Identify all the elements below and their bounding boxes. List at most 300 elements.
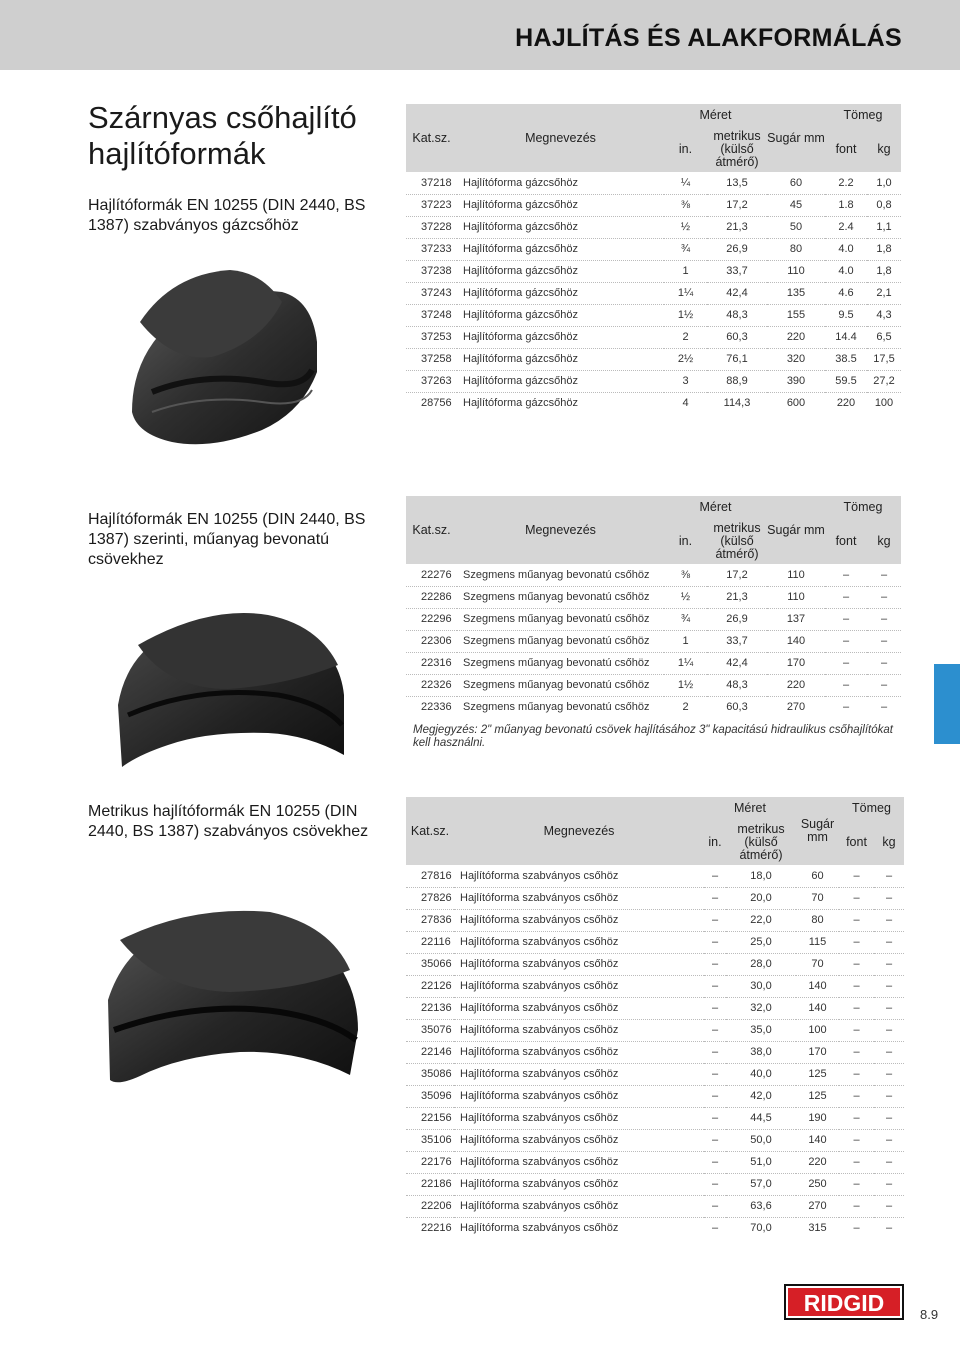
table-row: [406, 953, 904, 975]
col-meret: Méret: [664, 104, 767, 126]
col-in: in.: [664, 126, 707, 172]
table-cell: 37218: [406, 172, 457, 194]
table-cell: 20,0: [726, 887, 796, 909]
table-cell: 22136: [406, 997, 454, 1019]
table-cell: 48,3: [707, 674, 767, 696]
table-cell: 137: [767, 608, 825, 630]
bending-shoe-photo-3: [100, 900, 362, 1090]
table-cell: 270: [786, 701, 806, 714]
table-row: [406, 1107, 904, 1129]
table-cell: 250: [796, 1173, 839, 1195]
table-cell: Szegmens műanyag bevonatú csőhöz: [457, 652, 664, 674]
table-row: [406, 1063, 904, 1085]
table-cell: 2,1: [867, 282, 901, 304]
table-row: [406, 564, 901, 586]
table-row: [406, 304, 901, 326]
table-cell: –: [839, 1063, 874, 1085]
table-cell: –: [704, 953, 726, 975]
col-in: in.: [664, 518, 707, 564]
spec-table-3: [406, 797, 904, 1239]
table-cell: –: [874, 909, 904, 931]
table-cell: –: [874, 1019, 904, 1041]
table-row: [406, 931, 904, 953]
table-cell: –: [874, 1195, 904, 1217]
table-cell: –: [839, 1129, 874, 1151]
page-number: 8.9: [920, 1307, 939, 1322]
note-text: Megjegyzés: 2" műanyag bevonatú csövek hajlításához 3" kapacitású hidraulikus csőhajlítókat kell használni.: [413, 724, 893, 749]
table-row: [406, 1085, 904, 1107]
section3-subtitle: Metrikus hajlítóformák EN 10255 (DIN 2440, BS 1387) szabványos csövekhez: [88, 803, 369, 840]
table-cell: 600: [786, 397, 806, 410]
table-cell: ¾: [664, 608, 707, 630]
table-cell: 80: [796, 909, 839, 931]
table-cell: –: [839, 931, 874, 953]
table-cell: 42,0: [726, 1085, 796, 1107]
table-cell: Hajlítóforma gázcsőhöz: [457, 348, 664, 370]
table-cell: 35096: [406, 1085, 454, 1107]
table-cell: 44,5: [726, 1107, 796, 1129]
table-cell: –: [704, 1151, 726, 1173]
table-cell: Szegmens műanyag bevonatú csőhöz: [457, 630, 664, 652]
table-cell: 28,0: [726, 953, 796, 975]
table-cell: 4.0: [825, 260, 867, 282]
table-cell: 22336: [421, 701, 452, 714]
table-cell: 27836: [406, 909, 454, 931]
table-cell: Hajlítóforma gázcsőhöz: [463, 397, 578, 410]
table-cell: –: [874, 1107, 904, 1129]
table-cell: 22276: [406, 564, 457, 586]
table-row: [406, 975, 904, 997]
table-cell: Szegmens műanyag bevonatú csőhöz: [457, 608, 664, 630]
table-cell: –: [825, 652, 867, 674]
table-row: [406, 216, 901, 238]
section-title: Szárnyas csőhajlító hajlítóformák: [88, 100, 357, 171]
chapter-tab: [934, 664, 960, 744]
table-cell: 27816: [406, 865, 454, 887]
table-cell: 22286: [406, 586, 457, 608]
table-cell: –: [704, 1107, 726, 1129]
table-cell: –: [704, 1063, 726, 1085]
table-cell: 320: [767, 348, 825, 370]
table-row: [406, 997, 904, 1019]
table-cell: 3: [664, 370, 707, 392]
table-cell: Hajlítóforma gázcsőhöz: [457, 172, 664, 194]
table-cell: Hajlítóforma gázcsőhöz: [457, 370, 664, 392]
table-cell: ¾: [664, 238, 707, 260]
col-tomeg: Tömeg: [825, 104, 901, 126]
table-cell: –: [839, 1173, 874, 1195]
table-cell: 220: [836, 397, 856, 410]
table-cell: 140: [796, 1129, 839, 1151]
table-cell: 37258: [406, 348, 457, 370]
table-cell: Hajlítóforma szabványos csőhöz: [454, 1129, 704, 1151]
table-cell: 22296: [406, 608, 457, 630]
section2-subtitle: Hajlítóformák EN 10255 (DIN 2440, BS 1387) szerinti, műanyag bevonatú csövekhez: [88, 511, 366, 568]
table-cell: 6,5: [867, 326, 901, 348]
table-cell: 390: [767, 370, 825, 392]
table-cell: –: [874, 1063, 904, 1085]
table-cell: 50: [767, 216, 825, 238]
table-cell: Hajlítóforma szabványos csőhöz: [454, 1019, 704, 1041]
table-cell: Hajlítóforma szabványos csőhöz: [454, 1107, 704, 1129]
table-body-1: [406, 172, 901, 414]
table-cell: 33,7: [707, 260, 767, 282]
table-cell: –: [839, 1151, 874, 1173]
table-cell: Hajlítóforma szabványos csőhöz: [454, 1085, 704, 1107]
table-cell: –: [874, 1151, 904, 1173]
table-cell: 42,4: [707, 282, 767, 304]
table-cell: –: [874, 953, 904, 975]
table-cell: 33,7: [707, 630, 767, 652]
col-sugar: Sugár mm: [767, 104, 825, 172]
table-cell: –: [704, 997, 726, 1019]
table-cell: ⅜: [664, 564, 707, 586]
table-cell: 35,0: [726, 1019, 796, 1041]
table-row: [406, 865, 904, 887]
table-cell: Hajlítóforma szabványos csőhöz: [454, 1195, 704, 1217]
table-cell: –: [825, 586, 867, 608]
col-sugar: Sugár mm: [767, 496, 825, 564]
table-cell: –: [704, 1195, 726, 1217]
table-cell: 4.6: [825, 282, 867, 304]
table-cell: –: [704, 975, 726, 997]
table-cell: –: [842, 701, 850, 714]
table-cell: –: [874, 887, 904, 909]
table-cell: –: [839, 1107, 874, 1129]
table-cell: –: [825, 674, 867, 696]
logo-text: RIDGID: [803, 1290, 885, 1316]
table-cell: –: [867, 586, 901, 608]
table-cell: 2.2: [825, 172, 867, 194]
table-cell: –: [839, 1195, 874, 1217]
table-cell: 57,0: [726, 1173, 796, 1195]
table-cell: 35076: [406, 1019, 454, 1041]
table-cell: Hajlítóforma gázcsőhöz: [457, 260, 664, 282]
table-cell: 35086: [406, 1063, 454, 1085]
table-cell: Hajlítóforma szabványos csőhöz: [454, 997, 704, 1019]
table-row: [406, 1173, 904, 1195]
table-cell: Hajlítóforma szabványos csőhöz: [460, 1222, 619, 1235]
table-cell: Hajlítóforma gázcsőhöz: [457, 194, 664, 216]
table-cell: 25,0: [726, 931, 796, 953]
table-cell: 60,3: [707, 326, 767, 348]
table-row: [406, 238, 901, 260]
table-cell: 22306: [406, 630, 457, 652]
table-cell: –: [880, 701, 888, 714]
table-cell: 26,9: [707, 608, 767, 630]
table-row: [406, 282, 901, 304]
table-cell: 30,0: [726, 975, 796, 997]
table-cell: 35106: [406, 1129, 454, 1151]
col-kg: kg: [867, 126, 901, 172]
table-cell: Hajlítóforma gázcsőhöz: [457, 238, 664, 260]
table-cell: 110: [767, 586, 825, 608]
bending-shoe-photo-1: [112, 262, 324, 450]
table-cell: 51,0: [726, 1151, 796, 1173]
table-cell: –: [839, 1019, 874, 1041]
table-cell: 4: [682, 397, 689, 410]
table-cell: –: [839, 909, 874, 931]
table-cell: 125: [796, 1085, 839, 1107]
table-cell: 32,0: [726, 997, 796, 1019]
table-cell: 1: [664, 630, 707, 652]
table-cell: 1,8: [867, 238, 901, 260]
table-cell: 1: [664, 260, 707, 282]
col-meret: Méret: [664, 496, 767, 518]
table-cell: –: [704, 1041, 726, 1063]
table-cell: –: [839, 975, 874, 997]
table-cell: –: [874, 1129, 904, 1151]
table-cell: 1,0: [867, 172, 901, 194]
table-cell: 2: [682, 701, 689, 714]
table-cell: 60,3: [726, 701, 748, 714]
table-row: [406, 696, 901, 718]
table-cell: Hajlítóforma gázcsőhöz: [457, 216, 664, 238]
ridgid-logo: [784, 1284, 904, 1320]
table-cell: Hajlítóforma szabványos csőhöz: [454, 1151, 704, 1173]
table-cell: 45: [767, 194, 825, 216]
table-row: [406, 674, 901, 696]
table-cell: –: [704, 909, 726, 931]
table-cell: Szegmens műanyag bevonatú csőhöz: [463, 701, 650, 714]
table-cell: Szegmens műanyag bevonatú csőhöz: [457, 586, 664, 608]
table-row: [406, 194, 901, 216]
col-kg: kg: [874, 819, 904, 865]
table-cell: Hajlítóforma szabványos csőhöz: [454, 1173, 704, 1195]
table-cell: 18,0: [726, 865, 796, 887]
table-cell: 140: [796, 975, 839, 997]
table-cell: –: [874, 975, 904, 997]
table-cell: –: [867, 630, 901, 652]
table-body-3: [406, 865, 904, 1239]
col-meret: Méret: [704, 797, 796, 819]
table-cell: ¼: [664, 172, 707, 194]
table-cell: –: [704, 1173, 726, 1195]
table-cell: 170: [767, 652, 825, 674]
table-cell: 37228: [406, 216, 457, 238]
table-cell: 35066: [406, 953, 454, 975]
table-body-2: [406, 564, 901, 718]
table-cell: 220: [767, 326, 825, 348]
table-cell: –: [853, 1222, 860, 1235]
col-tomeg: Tömeg: [839, 797, 904, 819]
table-cell: 115: [796, 931, 839, 953]
col-metric: metrikus (külső átmérő): [707, 126, 767, 172]
table-row: [406, 1151, 904, 1173]
table-cell: 220: [796, 1151, 839, 1173]
table-cell: 4,3: [867, 304, 901, 326]
table-cell: 27826: [406, 887, 454, 909]
table-cell: 37243: [406, 282, 457, 304]
table-row: [406, 1129, 904, 1151]
table-cell: 14.4: [825, 326, 867, 348]
table-row: [406, 1195, 904, 1217]
table-cell: –: [704, 1129, 726, 1151]
table-cell: 38,0: [726, 1041, 796, 1063]
table-cell: 110: [767, 564, 825, 586]
table-cell: 27,2: [867, 370, 901, 392]
table-cell: 1¼: [664, 282, 707, 304]
bending-shoe-photo-2: [108, 585, 350, 770]
table-cell: –: [839, 887, 874, 909]
table-row: [406, 630, 901, 652]
table-cell: 1,1: [867, 216, 901, 238]
table-cell: –: [839, 953, 874, 975]
col-name: Megnevezés: [454, 797, 704, 865]
table-cell: 22126: [406, 975, 454, 997]
table-cell: 37253: [406, 326, 457, 348]
table-cell: 37223: [406, 194, 457, 216]
table-cell: 22326: [406, 674, 457, 696]
table-cell: 26,9: [707, 238, 767, 260]
page-header-title: HAJLÍTÁS ÉS ALAKFORMÁLÁS: [515, 24, 902, 52]
table-row: [406, 1217, 904, 1239]
table-cell: Hajlítóforma gázcsőhöz: [457, 326, 664, 348]
table-cell: 38.5: [825, 348, 867, 370]
table-row: [406, 370, 901, 392]
table-cell: 70: [796, 953, 839, 975]
table-cell: 22316: [406, 652, 457, 674]
table-cell: 100: [874, 397, 894, 410]
table-cell: –: [874, 865, 904, 887]
table-cell: Hajlítóforma szabványos csőhöz: [454, 1063, 704, 1085]
table-cell: –: [704, 887, 726, 909]
table-cell: 42,4: [707, 652, 767, 674]
table-cell: 2: [664, 326, 707, 348]
col-kat: Kat.sz.: [406, 797, 454, 865]
table-cell: –: [704, 865, 726, 887]
table-cell: 22156: [406, 1107, 454, 1129]
spec-table-2: [406, 496, 901, 718]
table-cell: 17,5: [867, 348, 901, 370]
table-cell: –: [825, 564, 867, 586]
col-metric: metrikus (külső átmérő): [726, 819, 796, 865]
table-cell: 17,2: [707, 194, 767, 216]
table-cell: 2½: [664, 348, 707, 370]
table-cell: 4.0: [825, 238, 867, 260]
table-cell: –: [704, 1085, 726, 1107]
table-cell: 37263: [406, 370, 457, 392]
table-cell: 37238: [406, 260, 457, 282]
table-row: [406, 392, 901, 414]
table-cell: 140: [796, 997, 839, 1019]
table-cell: Szegmens műanyag bevonatú csőhöz: [457, 564, 664, 586]
table-cell: Hajlítóforma szabványos csőhöz: [454, 887, 704, 909]
table-cell: –: [874, 1173, 904, 1195]
table-cell: –: [874, 1085, 904, 1107]
table-cell: –: [874, 931, 904, 953]
table-cell: –: [704, 1019, 726, 1041]
table-cell: 110: [767, 260, 825, 282]
table-cell: 17,2: [707, 564, 767, 586]
table-cell: 63,6: [726, 1195, 796, 1217]
table-cell: 22,0: [726, 909, 796, 931]
table-cell: 1¼: [664, 652, 707, 674]
table-cell: 50,0: [726, 1129, 796, 1151]
table-row: [406, 260, 901, 282]
table-cell: 220: [767, 674, 825, 696]
table-cell: 9.5: [825, 304, 867, 326]
table-cell: –: [839, 1085, 874, 1107]
table-cell: –: [867, 564, 901, 586]
col-kat: Kat.sz.: [406, 496, 457, 564]
table-row: [406, 1041, 904, 1063]
table-cell: 1,8: [867, 260, 901, 282]
table-cell: Hajlítóforma szabványos csőhöz: [454, 975, 704, 997]
col-name: Megnevezés: [457, 104, 664, 172]
table-cell: 140: [767, 630, 825, 652]
table-cell: 88,9: [707, 370, 767, 392]
table-row: [406, 652, 901, 674]
table-cell: 21,3: [707, 216, 767, 238]
table-cell: 0,8: [867, 194, 901, 216]
table-cell: 190: [796, 1107, 839, 1129]
table-cell: –: [825, 608, 867, 630]
table-cell: ½: [664, 586, 707, 608]
table-cell: 40,0: [726, 1063, 796, 1085]
table-cell: 135: [767, 282, 825, 304]
table-cell: 1½: [664, 674, 707, 696]
table-cell: 22186: [406, 1173, 454, 1195]
table-cell: –: [867, 674, 901, 696]
table-cell: Hajlítóforma szabványos csőhöz: [454, 1041, 704, 1063]
table-cell: 37248: [406, 304, 457, 326]
table-cell: Hajlítóforma szabványos csőhöz: [454, 909, 704, 931]
spec-table-1: [406, 104, 901, 414]
col-kg: kg: [867, 518, 901, 564]
table-cell: 76,1: [707, 348, 767, 370]
table-cell: Hajlítóforma gázcsőhöz: [457, 304, 664, 326]
table-cell: –: [874, 997, 904, 1019]
col-name: Megnevezés: [457, 496, 664, 564]
table-cell: 60: [796, 865, 839, 887]
table-cell: –: [874, 1041, 904, 1063]
table-cell: 100: [796, 1019, 839, 1041]
table-row: [406, 326, 901, 348]
table-cell: 22116: [406, 931, 454, 953]
table-cell: 114,3: [723, 397, 751, 410]
table-cell: Hajlítóforma szabványos csőhöz: [454, 865, 704, 887]
table-row: [406, 608, 901, 630]
table-row: [406, 348, 901, 370]
table-row: [406, 586, 901, 608]
table-cell: 125: [796, 1063, 839, 1085]
table-cell: 170: [796, 1041, 839, 1063]
table-cell: 1½: [664, 304, 707, 326]
col-in: in.: [704, 819, 726, 865]
table-cell: Hajlítóforma szabványos csőhöz: [454, 931, 704, 953]
table-cell: 13,5: [707, 172, 767, 194]
table-cell: –: [825, 630, 867, 652]
table-cell: 22206: [406, 1195, 454, 1217]
table-cell: –: [867, 608, 901, 630]
table-cell: Hajlítóforma szabványos csőhöz: [454, 953, 704, 975]
table-cell: 80: [767, 238, 825, 260]
table-cell: 21,3: [707, 586, 767, 608]
table-cell: ⅜: [664, 194, 707, 216]
section1-subtitle: Hajlítóformák EN 10255 (DIN 2440, BS 1387) szabványos gázcsőhöz: [88, 197, 366, 234]
table-cell: –: [839, 865, 874, 887]
table-cell: –: [885, 1222, 893, 1235]
table-cell: 22176: [406, 1151, 454, 1173]
table-cell: Hajlítóforma gázcsőhöz: [457, 282, 664, 304]
table-cell: ½: [664, 216, 707, 238]
col-font: font: [825, 126, 867, 172]
table-cell: 70,0: [750, 1222, 772, 1235]
col-kat: Kat.sz.: [406, 104, 457, 172]
table-cell: –: [704, 931, 726, 953]
col-font: font: [839, 819, 874, 865]
